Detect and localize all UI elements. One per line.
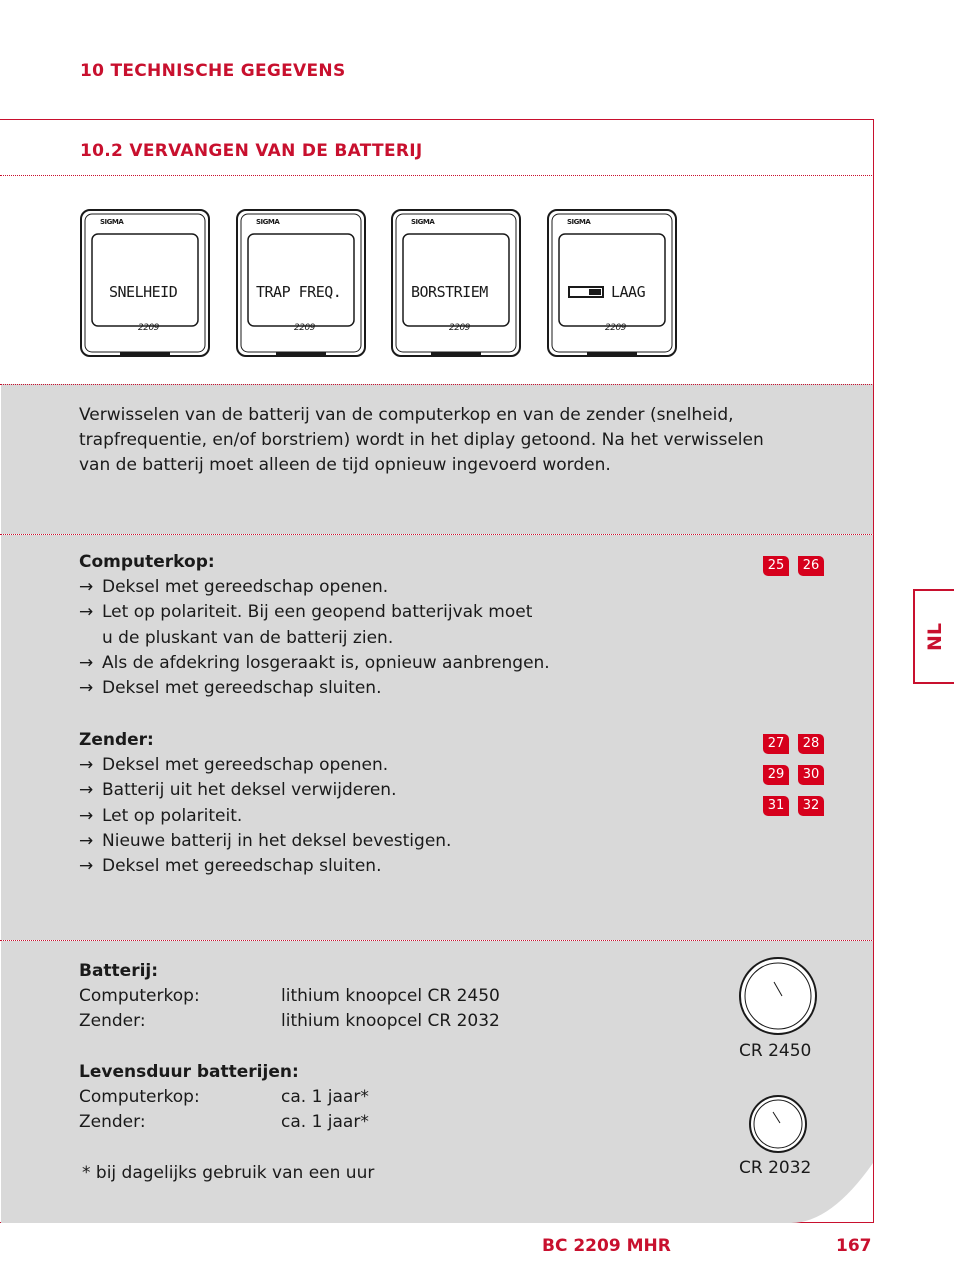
zender-section [79,728,451,879]
list-item: → Deksel met gereedschap openen. [79,753,451,778]
list-item: → Deksel met gereedschap sluiten. [79,676,550,701]
section-title: 10.2 VERVANGEN VAN DE BATTERIJ [80,141,423,161]
list-item: → Nieuwe batterij in het deksel bevestigen. [79,829,451,854]
list-item: → Batterij uit het deksel verwijderen. [79,778,451,803]
lcd-text: LAAG [611,283,646,301]
list-item-continuation: u de pluskant van de batterij zien. [102,627,394,648]
device-2 [236,209,366,357]
figure-badge[interactable]: 25 [763,556,789,576]
computerkop-heading: Computerkop: [79,552,215,572]
figure-badge[interactable]: 29 [763,765,789,785]
list-item: → Let op polariteit. [79,804,451,829]
brand-label: SIGMA [100,218,124,226]
device-4 [547,209,677,357]
arrow-icon: → [79,577,94,598]
computerkop-section [79,550,550,701]
spec-row: Computerkop: lithium knoopcel CR 2450 [79,986,500,1007]
language-tab[interactable]: NL [913,589,954,684]
spec-row: Zender: lithium knoopcel CR 2032 [79,1011,500,1032]
list-item: → Deksel met gereedschap sluiten. [79,854,451,879]
device-1 [80,209,210,357]
divider [0,175,874,176]
arrow-icon: → [79,755,94,776]
lcd-text: SNELHEID [109,283,178,301]
arrow-icon: → [79,602,94,623]
figure-badge[interactable]: 30 [798,765,824,785]
battery-heading: Batterij: [79,961,159,981]
brand-label: SIGMA [256,218,280,226]
figure-badge[interactable]: 32 [798,796,824,816]
footnote: * bij dagelijks gebruik van een uur [82,1162,375,1183]
figure-badge[interactable]: 31 [763,796,789,816]
arrow-icon: → [79,805,94,826]
model-label: 2209 [138,323,159,333]
zender-heading: Zender: [79,730,154,750]
model-label: 2209 [294,323,315,333]
arrow-icon: → [79,652,94,673]
brand-label: SIGMA [567,218,591,226]
lcd-text: BORSTRIEM [411,283,488,301]
footer-model: BC 2209 MHR [542,1236,671,1256]
arrow-icon: → [79,856,94,877]
arrow-icon: → [79,780,94,801]
coin-cell-icon [748,1094,808,1154]
divider [0,384,874,385]
brand-label: SIGMA [411,218,435,226]
chapter-title: 10 TECHNISCHE GEGEVENS [80,61,346,81]
spec-row: Computerkop: ca. 1 jaar* [79,1087,369,1107]
lifetime-heading: Levensduur batterijen: [79,1061,299,1082]
intro-text: Verwisselen van de batterij van de computerkop en van de zender (snelheid, trapfrequentie, en/of borstriem) wordt in het diplay getoond. Na het verwisselen van de batterij moet alleen de tijd opnieuw ingevoerd worden. [79,405,764,476]
arrow-icon: → [79,678,94,699]
model-label: 2209 [605,323,626,333]
list-item: → Let op polariteit. Bij een geopend batterijvak moet [79,600,550,625]
list-item: → Als de afdekring losgeraakt is, opnieuw aanbrengen. [79,651,550,676]
coin-cell-icon [737,955,819,1037]
list-item: → Deksel met gereedschap openen. [79,575,550,600]
page-number: 167 [836,1236,872,1256]
coin-label: CR 2450 [739,1041,812,1061]
coin-label: CR 2032 [739,1158,812,1178]
arrow-icon: → [79,830,94,851]
figure-badge[interactable]: 26 [798,556,824,576]
lcd-text: TRAP FREQ. [256,283,342,301]
device-3 [391,209,521,357]
battery-specs [79,959,539,1186]
divider [0,534,874,535]
divider [0,940,874,941]
spec-row: Zender: ca. 1 jaar* [79,1112,369,1133]
model-label: 2209 [449,323,470,333]
figure-badge[interactable]: 27 [763,734,789,754]
figure-badge[interactable]: 28 [798,734,824,754]
